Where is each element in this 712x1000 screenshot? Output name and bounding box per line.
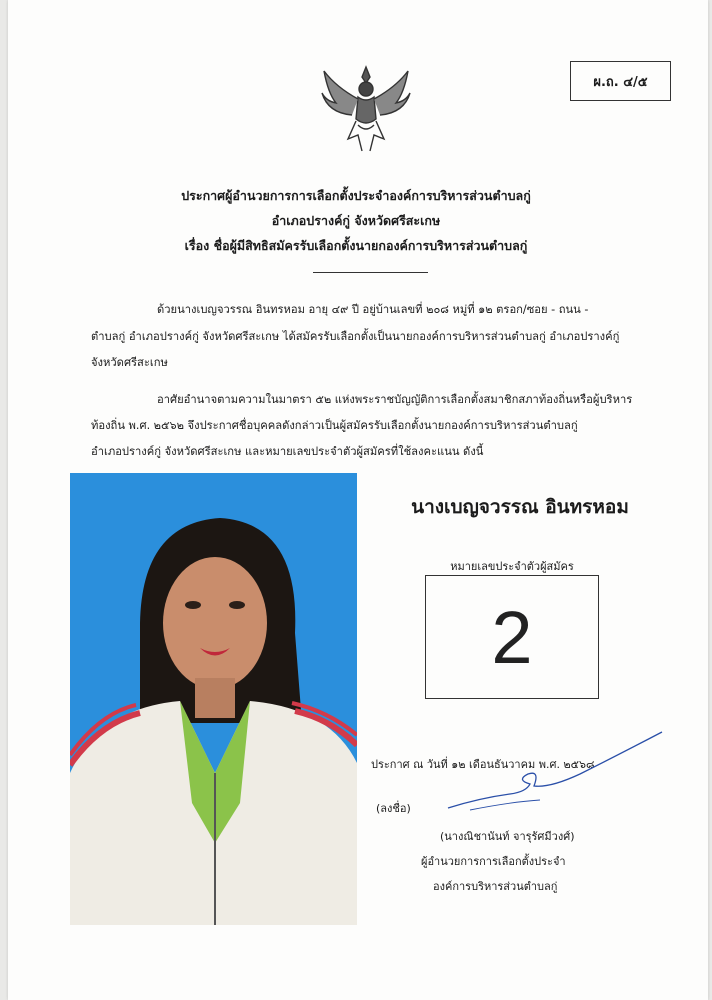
form-code-box: ผ.ถ. ๔/๕ (570, 61, 671, 101)
handwritten-signature (440, 730, 670, 820)
signer-title-line-1: ผู้อำนวยการการเลือกตั้งประจำ (421, 855, 566, 868)
paragraph-2-line-1: อาศัยอำนาจตามความในมาตรา ๕๒ แห่งพระราชบัญญัติการเลือกตั้งสมาชิกสภาท้องถิ่นหรือผู้บริหาร (157, 393, 633, 406)
paragraph-1-line-2: ตำบลกู่ อำเภอปรางค์กู่ จังหวัดศรีสะเกษ ได้สมัครรับเลือกตั้งเป็นนายกองค์การบริหารส่วนตำบลกู่ อำเภอปรางค์กู่ (91, 330, 620, 343)
candidate-photo (70, 473, 357, 925)
candidate-number-label: หมายเลขประจำตัวผู้สมัคร (450, 560, 574, 573)
candidate-name: นางเบญจวรรณ อินทรหอม (411, 496, 629, 518)
signature-label: (ลงชื่อ) (376, 802, 411, 815)
garuda-emblem-icon (318, 63, 414, 157)
header-divider (313, 272, 428, 273)
paragraph-2-line-3: อำเภอปรางค์กู่ จังหวัดศรีสะเกษ และหมายเลขประจำตัวผู้สมัครที่ใช้ลงคะแนน ดังนี้ (91, 445, 484, 458)
signer-name: (นางณิชานันท์ จารุรัศมีวงศ์) (440, 830, 575, 843)
candidate-number-box: 2 (425, 575, 599, 699)
header-title: ประกาศผู้อำนวยการการเลือกตั้งประจำองค์การบริหารส่วนตำบลกู่ (181, 188, 531, 203)
paragraph-1-line-3: จังหวัดศรีสะเกษ (91, 356, 168, 369)
header-location: อำเภอปรางค์กู่ จังหวัดศรีสะเกษ (271, 213, 441, 228)
header-subject: เรื่อง ชื่อผู้มีสิทธิสมัครรับเลือกตั้งนายกองค์การบริหารส่วนตำบลกู่ (184, 238, 528, 253)
signer-title-line-2: องค์การบริหารส่วนตำบลกู่ (433, 880, 558, 893)
announcement-date: ประกาศ ณ วันที่ ๑๒ เดือนธันวาคม พ.ศ. ๒๕๖๘ (371, 758, 595, 771)
paragraph-2-line-2: ท้องถิ่น พ.ศ. ๒๕๖๒ จึงประกาศชื่อบุคคลดังกล่าวเป็นผู้สมัครรับเลือกตั้งนายกองค์การบริหารส่วนตำบลกู่ (91, 419, 578, 432)
paragraph-1-line-1: ด้วยนางเบญจวรรณ อินทรหอม อายุ ๔๙ ปี อยู่บ้านเลขที่ ๒๐๘ หมู่ที่ ๑๒ ตรอก/ซอย - ถนน - (157, 303, 589, 316)
